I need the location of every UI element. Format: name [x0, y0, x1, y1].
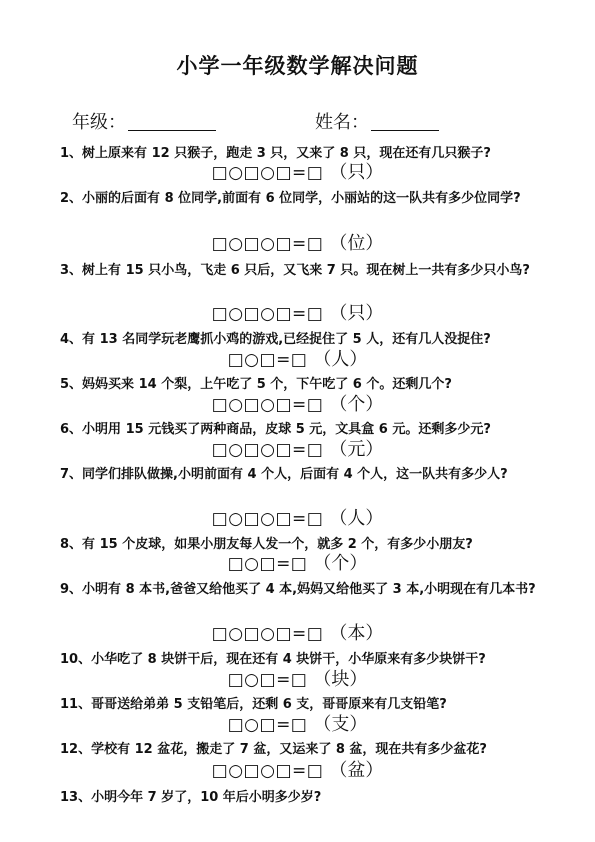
formula-4[interactable]: □○□=□	[227, 350, 308, 370]
name-blank[interactable]	[371, 112, 439, 131]
answer-line-12	[0, 761, 595, 781]
formula-11[interactable]: □○□=□	[227, 715, 308, 735]
answer-line-2	[0, 234, 595, 254]
answer-line-9	[0, 624, 595, 644]
answer-line-5	[0, 395, 595, 415]
grade-label: 年级：	[72, 112, 126, 133]
unit-12: （盆）	[329, 760, 384, 781]
unit-2: （位）	[329, 233, 384, 254]
question-4: 4、有 13 名同学玩老鹰抓小鸡的游戏,已经捉住了 5 人，还有几人没捉住?	[60, 332, 491, 347]
formula-7[interactable]: □○□○□=□	[211, 509, 324, 529]
question-9: 9、小明有 8 本书,爸爸又给他买了 4 本,妈妈又给他买了 3 本,小明现在有几本书?	[60, 582, 536, 597]
formula-10[interactable]: □○□=□	[227, 670, 308, 690]
formula-1[interactable]: □○□○□=□	[211, 163, 324, 183]
answer-line-10	[0, 670, 595, 690]
answer-line-1	[0, 163, 595, 183]
formula-9[interactable]: □○□○□=□	[211, 624, 324, 644]
unit-10: （块）	[313, 669, 368, 690]
question-6: 6、小明用 15 元钱买了两种商品，皮球 5 元，文具盒 6 元。还剩多少元?	[60, 422, 491, 437]
question-2: 2、小丽的后面有 8 位同学,前面有 6 位同学，小丽站的这一队共有多少位同学?	[60, 191, 521, 206]
formula-2[interactable]: □○□○□=□	[211, 234, 324, 254]
answer-line-6	[0, 440, 595, 460]
unit-11: （支）	[313, 714, 368, 735]
name-label: 姓名：	[315, 112, 369, 133]
question-8: 8、有 15 个皮球，如果小朋友每人发一个，就多 2 个，有多少小朋友?	[60, 537, 473, 552]
unit-3: （只）	[329, 303, 384, 324]
unit-5: （个）	[329, 394, 384, 415]
question-11: 11、哥哥送给弟弟 5 支铅笔后，还剩 6 支，哥哥原来有几支铅笔?	[60, 697, 447, 712]
answer-line-7	[0, 509, 595, 529]
formula-8[interactable]: □○□=□	[227, 554, 308, 574]
unit-1: （只）	[329, 162, 384, 183]
answer-line-11	[0, 715, 595, 735]
question-13: 13、小明今年 7 岁了，10 年后小明多少岁?	[60, 790, 322, 805]
unit-8: （个）	[313, 553, 368, 574]
formula-12[interactable]: □○□○□=□	[211, 761, 324, 781]
grade-blank[interactable]	[128, 112, 216, 131]
answer-line-8	[0, 554, 595, 574]
unit-4: （人）	[313, 349, 368, 370]
unit-6: （元）	[329, 439, 384, 460]
formula-6[interactable]: □○□○□=□	[211, 440, 324, 460]
question-10: 10、小华吃了 8 块饼干后，现在还有 4 块饼干，小华原来有多少块饼干?	[60, 652, 486, 667]
answer-line-3	[0, 304, 595, 324]
unit-7: （人）	[329, 508, 384, 529]
unit-9: （本）	[329, 623, 384, 644]
question-7: 7、同学们排队做操,小明前面有 4 个人，后面有 4 个人，这一队共有多少人?	[60, 467, 508, 482]
formula-5[interactable]: □○□○□=□	[211, 395, 324, 415]
answer-line-4	[0, 350, 595, 370]
page-title: 小学一年级数学解决问题	[176, 54, 419, 78]
question-3: 3、树上有 15 只小鸟，飞走 6 只后，又飞来 7 只。现在树上一共有多少只小鸟?	[60, 263, 530, 278]
question-1: 1、树上原来有 12 只猴子，跑走 3 只，又来了 8 只，现在还有几只猴子?	[60, 146, 491, 161]
question-12: 12、学校有 12 盆花，搬走了 7 盆，又运来了 8 盆，现在共有多少盆花?	[60, 742, 487, 757]
grade-field	[72, 108, 216, 134]
question-5: 5、妈妈买来 14 个梨，上午吃了 5 个，下午吃了 6 个。还剩几个?	[60, 377, 452, 392]
name-field	[315, 108, 439, 134]
formula-3[interactable]: □○□○□=□	[211, 304, 324, 324]
